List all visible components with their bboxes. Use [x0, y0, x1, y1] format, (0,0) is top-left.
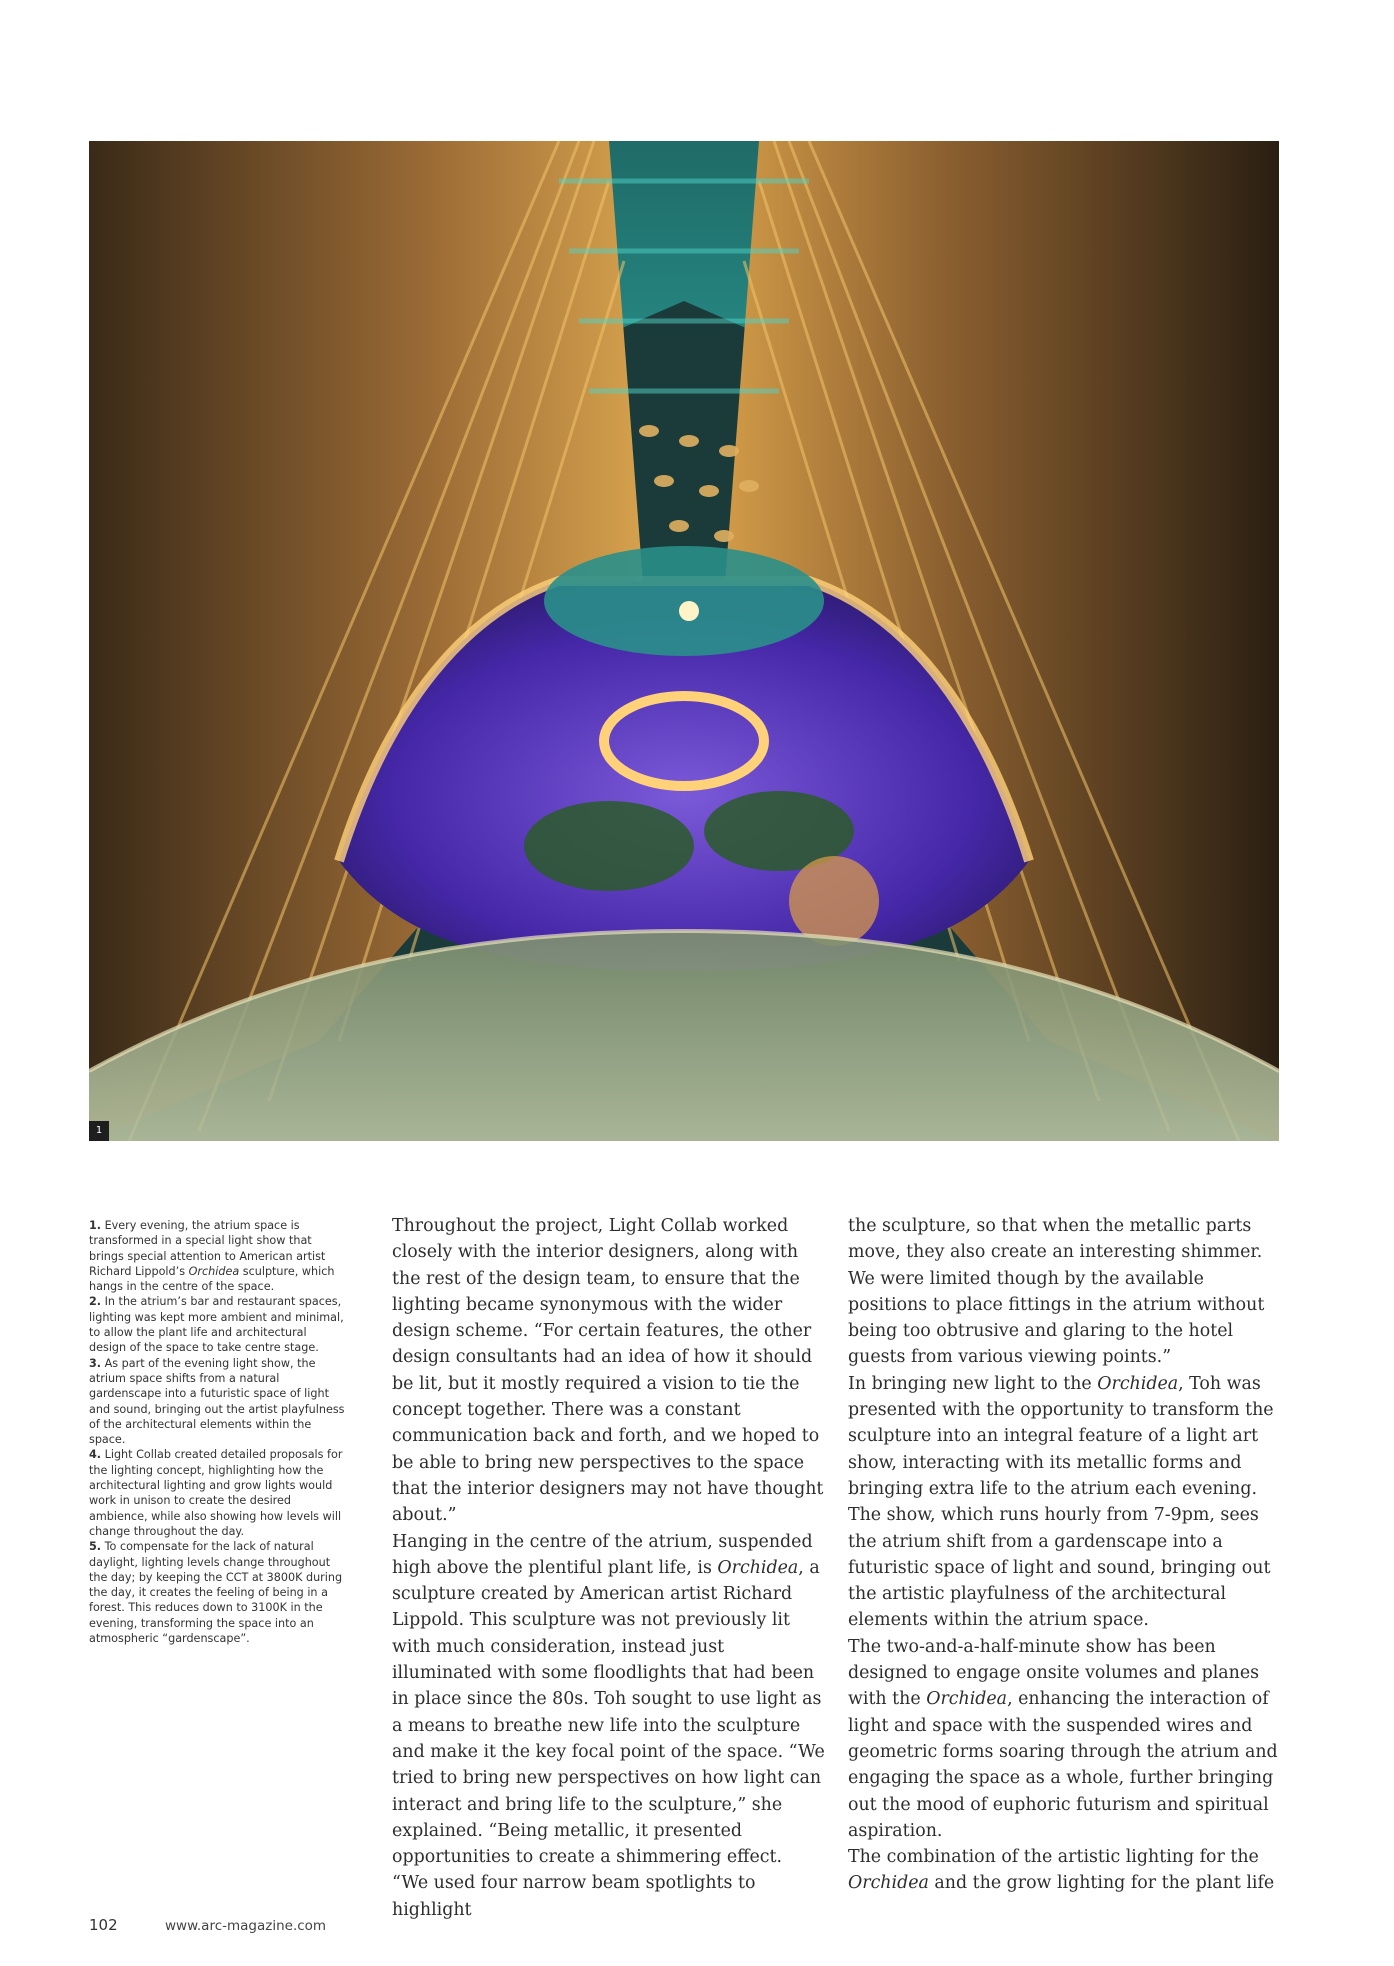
caption-item [89, 1356, 347, 1448]
text-run: As part of the evening light show, the atrium space shifts from a natural gardenscape into a futuristic space of light and sound, bringing out the artist playfulness of the architectural elements within the space. [89, 1356, 345, 1447]
caption-number: 3. [89, 1356, 102, 1370]
text-run: and the grow lighting for the plant life [928, 1873, 1275, 1894]
caption-item [89, 1447, 347, 1539]
italic-title: Orchidea [926, 1689, 1008, 1710]
caption-number: 4. [89, 1448, 102, 1462]
body-paragraph [392, 1529, 827, 1871]
caption-item [89, 1294, 347, 1355]
caption-item [89, 1539, 347, 1646]
figure-captions [89, 1218, 347, 1646]
italic-title: Orchidea [717, 1557, 799, 1578]
caption-number: 1. [89, 1219, 102, 1232]
text-run: Every evening, the atrium space is transformed in a special light show that brings special attention to American artist Richard Lippold’s [89, 1219, 326, 1278]
text-run: The two-and-a-half-minute show has been designed to engage onsite volumes and planes with the [848, 1636, 1260, 1710]
body-paragraph [848, 1844, 1283, 1897]
caption-number: 2. [89, 1295, 102, 1309]
body-paragraph [848, 1634, 1283, 1844]
atrium-illustration [89, 141, 1279, 1141]
text-run: Hanging in the centre of the atrium, suspended high above the plentiful plant life, is [392, 1531, 813, 1578]
text-run: , enhancing the interaction of light and space with the suspended wires and geometric forms soaring through the atrium and engaging the space as a whole, further bringing out the mood of euphoric futurism and spiritual aspiration. [848, 1689, 1278, 1841]
text-run: To compensate for the lack of natural daylight, lighting levels change throughout the day; by keeping the CCT at 3800K during the day, it creates the feeling of being in a forest. This reduces down to 3100K in the evening, transforming the space into an atmospheric “gardenscape”. [89, 1540, 343, 1646]
body-paragraph [848, 1213, 1283, 1371]
italic-title: Orchidea [848, 1873, 929, 1894]
site-url[interactable]: www.arc-magazine.com [165, 1918, 327, 1934]
text-run: In bringing new light to the [848, 1373, 1098, 1394]
body-paragraph [848, 1371, 1283, 1634]
italic-title: Orchidea [188, 1264, 240, 1278]
text-run: Throughout the project, Light Collab worked closely with the interior designers, along with the rest of the design team, to ensure that the lighting became synonymous with the wider design scheme. “For certain features, the other design consultants had an idea of how it should be lit, but it mostly required a vision to tie the concept together. There was a constant communication back and forth, and we hoped to be able to bring new perspectives to the space that the interior designers may not have thought about.” [392, 1216, 824, 1526]
text-run: Light Collab created detailed proposals for the lighting concept, highlighting how the architectural lighting and grow lights would work in unison to create the desired ambience, while also showing how levels will change throughout the day. [89, 1448, 343, 1538]
text-run: the sculpture, so that when the metallic parts move, they also create an interesting shimmer. We were limited though by the available positions to place fittings in the atrium without being too obtrusive and glaring to the hotel guests from various viewing points.” [848, 1216, 1265, 1368]
figure-number-badge: 1 [89, 1121, 109, 1141]
text-run: , Toh was presented with the opportunity to transform the sculpture into an integral feature of a light art show, interacting with its metallic forms and bringing extra life to the atrium each evening. The show, which runs hourly from 7-9pm, sees the atrium shift from a gardenscape into a futuristic space of light and sound, bringing out the artistic playfulness of the architectural elements within the atrium space. [848, 1373, 1274, 1631]
body-paragraph [392, 1870, 827, 1923]
body-paragraph [392, 1213, 827, 1529]
italic-title: Orchidea [1097, 1373, 1179, 1394]
caption-item [89, 1218, 347, 1294]
text-run: , a sculpture created by American artist Richard Lippold. This sculpture was not previously lit with much consideration, instead just illuminated with some floodlights that had been in place since the 80s. Toh sought to use light as a means to breathe new life into the sculpture and make it the key focal point of the space. “We tried to bring new perspectives on how light can interact and bring life to the sculpture,” she explained. “Being metallic, it presented opportunities to create a shimmering effect. [392, 1557, 825, 1868]
text-run: sculpture, which hangs in the centre of the space. [89, 1264, 335, 1294]
article-column-left [392, 1213, 827, 1923]
caption-number: 5. [89, 1540, 102, 1554]
text-run: “We used four narrow beam spotlights to highlight [392, 1873, 756, 1920]
page-number: 102 [89, 1916, 118, 1934]
text-run: In the atrium’s bar and restaurant spaces, lighting was kept more ambient and minimal, to allow the plant life and architectural design of the space to take centre stage. [89, 1295, 344, 1355]
text-run: The combination of the artistic lighting for the [848, 1847, 1259, 1868]
atrium-photo [89, 141, 1279, 1141]
article-column-right [848, 1213, 1283, 1897]
